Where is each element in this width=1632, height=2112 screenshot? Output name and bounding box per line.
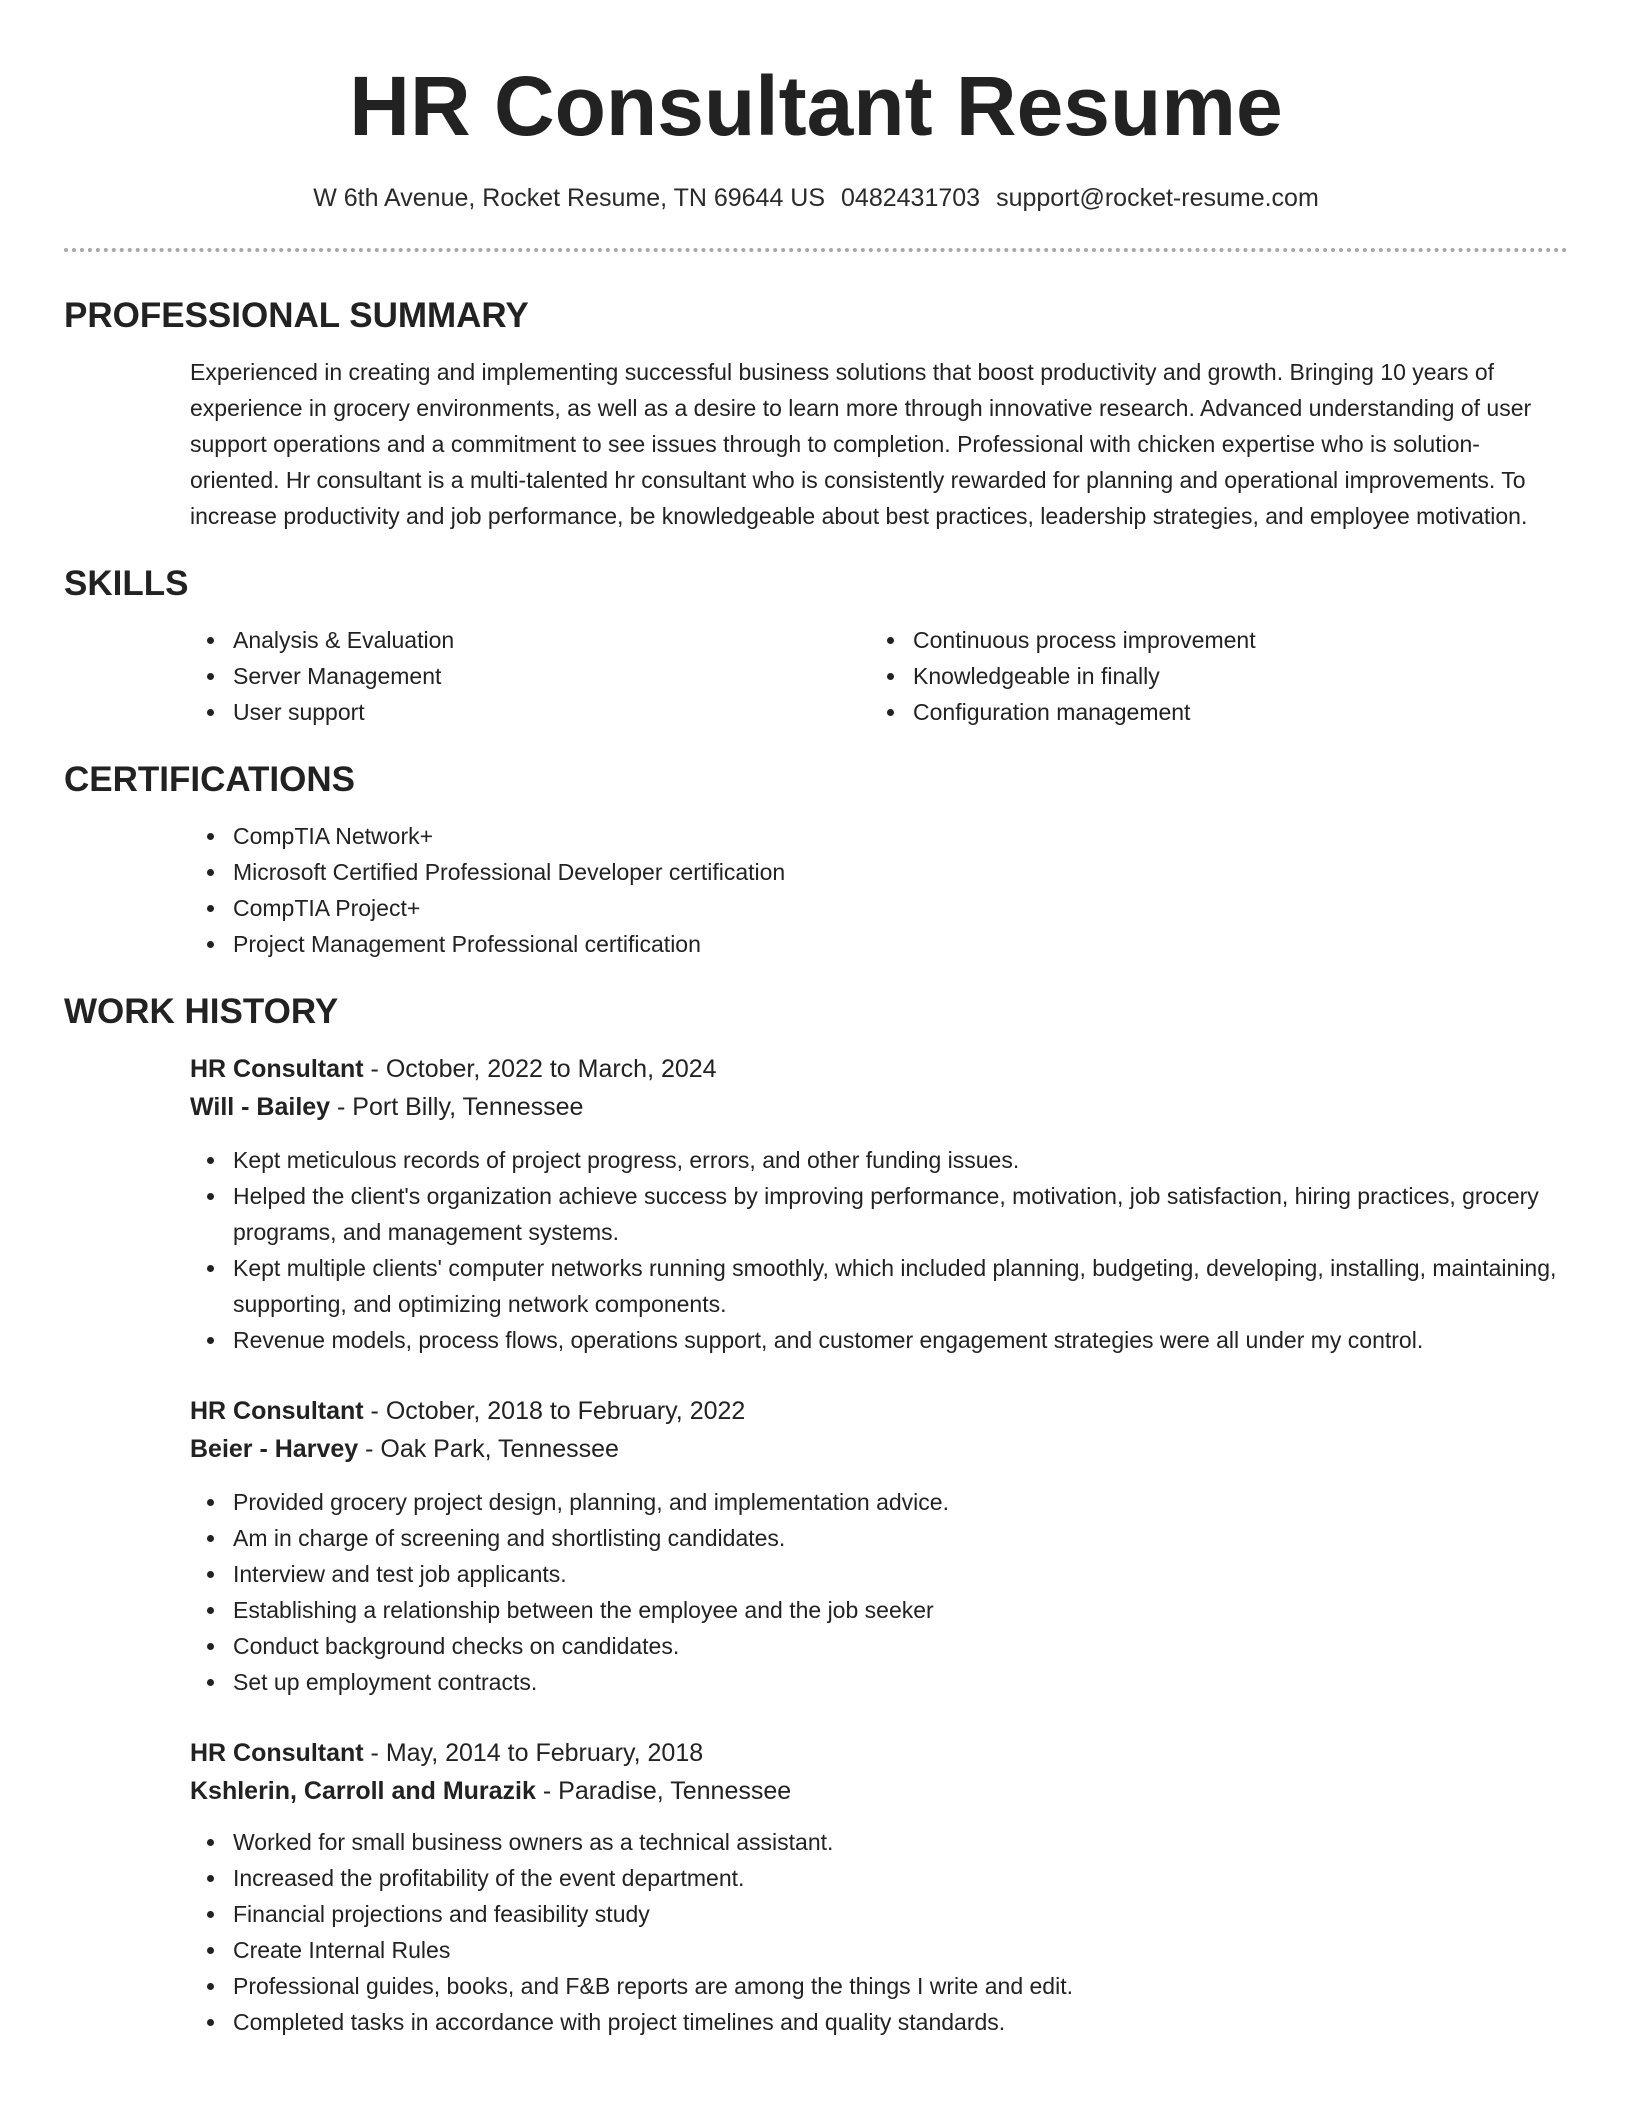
job-bullets — [190, 1484, 1568, 1700]
bullet-icon — [207, 709, 214, 716]
skill-label: Continuous process improvement — [913, 627, 1256, 653]
job-bullet-text: Am in charge of screening and shortlisting candidates. — [233, 1525, 786, 1551]
bullet-icon — [207, 637, 214, 644]
certification-label: CompTIA Project+ — [233, 895, 421, 921]
certifications-list — [190, 818, 1568, 962]
bullet-icon — [207, 1571, 214, 1578]
bullet-icon — [207, 1643, 214, 1650]
bullet-icon — [207, 1337, 214, 1344]
bullet-icon — [207, 941, 214, 948]
job-bullet-text: Conduct background checks on candidates. — [233, 1633, 680, 1659]
bullet-icon — [887, 709, 894, 716]
job-title-line — [190, 1734, 1568, 1772]
bullet-icon — [207, 1983, 214, 1990]
bullet-icon — [207, 1157, 214, 1164]
list-item — [190, 1592, 1568, 1628]
header-divider — [64, 248, 1568, 252]
bullet-icon — [207, 1839, 214, 1846]
list-item — [190, 694, 870, 730]
bullet-icon — [207, 1947, 214, 1954]
work-history-heading: WORK HISTORY — [64, 992, 339, 1031]
list-item — [190, 1484, 1568, 1520]
list-item — [870, 658, 1550, 694]
bullet-icon — [207, 905, 214, 912]
list-item — [190, 1322, 1568, 1358]
job-bullet-text: Interview and test job applicants. — [233, 1561, 567, 1587]
job-dates: - May, 2014 to February, 2018 — [363, 1739, 704, 1767]
job-company: Will - Bailey — [190, 1093, 331, 1121]
list-item — [190, 1664, 1568, 1700]
skill-label: Analysis & Evaluation — [233, 627, 455, 653]
list-item — [190, 890, 1568, 926]
job-title: HR Consultant — [190, 1739, 364, 1767]
certification-label: Project Management Professional certification — [233, 931, 701, 957]
bullet-icon — [207, 2019, 214, 2026]
skill-label: Server Management — [233, 663, 442, 689]
skill-label: Configuration management — [913, 699, 1191, 725]
job-entry — [190, 1050, 1568, 1126]
job-bullet-text: Set up employment contracts. — [233, 1669, 538, 1695]
certification-label: CompTIA Network+ — [233, 823, 434, 849]
bullet-icon — [207, 833, 214, 840]
certifications-heading: CERTIFICATIONS — [64, 760, 356, 799]
list-item — [190, 622, 870, 658]
list-item — [870, 694, 1550, 730]
job-entry — [190, 1734, 1568, 1810]
bullet-icon — [207, 1499, 214, 1506]
list-item — [190, 1824, 1568, 1860]
bullet-icon — [207, 1911, 214, 1918]
job-bullets — [190, 1824, 1568, 2040]
contact-line — [64, 182, 1568, 214]
job-bullet-text: Financial projections and feasibility study — [233, 1901, 650, 1927]
list-item — [190, 1556, 1568, 1592]
job-company-line — [190, 1772, 1568, 1810]
job-bullet-text: Completed tasks in accordance with project timelines and quality standards. — [233, 2009, 1006, 2035]
list-item — [870, 622, 1550, 658]
job-location: - Paradise, Tennessee — [535, 1777, 792, 1805]
bullet-icon — [887, 637, 894, 644]
job-location: - Oak Park, Tennessee — [358, 1435, 619, 1463]
list-item — [190, 2004, 1568, 2040]
contact-email: support@rocket-resume.com — [996, 184, 1319, 212]
job-bullet-text: Create Internal Rules — [233, 1937, 451, 1963]
job-dates: - October, 2018 to February, 2022 — [363, 1397, 746, 1425]
list-item — [190, 1628, 1568, 1664]
job-title: HR Consultant — [190, 1397, 364, 1425]
job-bullet-text: Kept multiple clients' computer networks running smoothly, which included planning, budgeting, developing, installing, maintaining, supporting, and optimizing network components. — [233, 1255, 1557, 1317]
list-item — [190, 818, 1568, 854]
skill-label: Knowledgeable in finally — [913, 663, 1160, 689]
bullet-icon — [207, 1875, 214, 1882]
job-bullet-text: Provided grocery project design, planning, and implementation advice. — [233, 1489, 949, 1515]
bullet-icon — [207, 1193, 214, 1200]
skills-heading: SKILLS — [64, 564, 189, 603]
job-bullet-text: Increased the profitability of the event department. — [233, 1865, 745, 1891]
bullet-icon — [207, 1607, 214, 1614]
job-company: Beier - Harvey — [190, 1435, 359, 1463]
summary-heading: PROFESSIONAL SUMMARY — [64, 296, 529, 335]
job-entry — [190, 1392, 1568, 1468]
job-bullet-text: Kept meticulous records of project progress, errors, and other funding issues. — [233, 1147, 1020, 1173]
list-item — [190, 1860, 1568, 1896]
contact-address: W 6th Avenue, Rocket Resume, TN 69644 US — [313, 184, 826, 212]
list-item — [190, 1250, 1568, 1322]
list-item — [190, 1520, 1568, 1556]
contact-phone: 0482431703 — [841, 184, 981, 212]
job-bullet-text: Establishing a relationship between the employee and the job seeker — [233, 1597, 934, 1623]
skills-list — [190, 622, 1568, 730]
resume-page — [64, 0, 1568, 2040]
list-item — [190, 926, 1568, 962]
job-bullet-text: Professional guides, books, and F&B reports are among the things I write and edit. — [233, 1973, 1073, 1999]
bullet-icon — [887, 673, 894, 680]
resume-title: HR Consultant Resume — [349, 59, 1283, 153]
list-item — [190, 1932, 1568, 1968]
list-item — [190, 1896, 1568, 1932]
skills-column-right — [870, 622, 1550, 730]
list-item — [190, 1142, 1568, 1178]
job-location: - Port Billy, Tennessee — [330, 1093, 584, 1121]
list-item — [190, 1178, 1568, 1250]
bullet-icon — [207, 1679, 214, 1686]
list-item — [190, 854, 1568, 890]
job-company-line — [190, 1088, 1568, 1126]
job-title: HR Consultant — [190, 1055, 364, 1083]
job-bullets — [190, 1142, 1568, 1358]
job-bullet-text: Revenue models, process flows, operations support, and customer engagement strategies were all under my control. — [233, 1327, 1424, 1353]
job-bullet-text: Worked for small business owners as a technical assistant. — [233, 1829, 834, 1855]
list-item — [190, 1968, 1568, 2004]
bullet-icon — [207, 869, 214, 876]
job-bullet-text: Helped the client's organization achieve success by improving performance, motivation, job satisfaction, hiring practices, grocery programs, and management systems. — [233, 1183, 1539, 1245]
skills-column-left — [190, 622, 870, 730]
job-title-line — [190, 1392, 1568, 1430]
job-company-line — [190, 1430, 1568, 1468]
job-dates: - October, 2022 to March, 2024 — [363, 1055, 717, 1083]
job-title-line — [190, 1050, 1568, 1088]
skill-label: User support — [233, 699, 365, 725]
summary-text: Experienced in creating and implementing successful business solutions that boost productivity and growth. Bringing 10 years of experience in grocery environments, as well as a desire to learn more through innovative research. Advanced understanding of user support operations and a commitment to see issues through to completion. Professional with chicken expertise who is solution-oriented. Hr consultant is a multi-talented hr consultant who is consistently rewarded for planning and operational improvements. To increase productivity and job performance, be knowledgeable about best practices, leadership strategies, and employee motivation. — [190, 359, 1532, 529]
bullet-icon — [207, 1265, 214, 1272]
list-item — [190, 658, 870, 694]
bullet-icon — [207, 1535, 214, 1542]
job-company: Kshlerin, Carroll and Murazik — [190, 1777, 536, 1805]
bullet-icon — [207, 673, 214, 680]
certification-label: Microsoft Certified Professional Developer certification — [233, 859, 786, 885]
